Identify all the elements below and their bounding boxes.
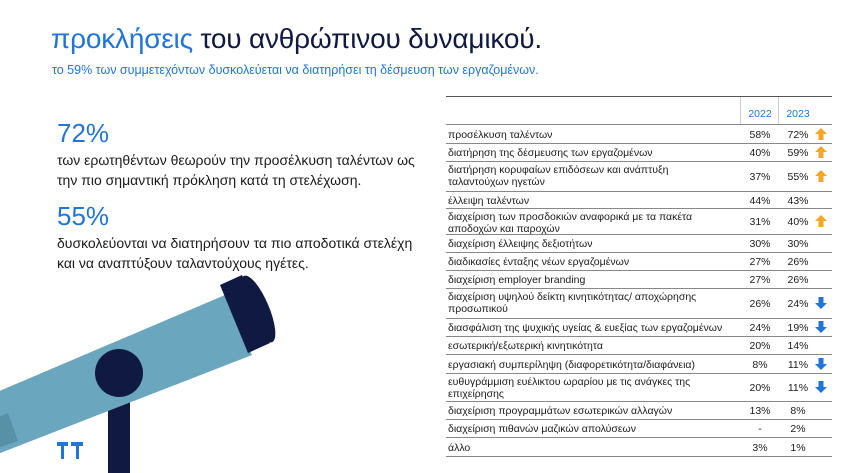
challenges-table — [446, 96, 832, 457]
value-2023: 11% — [787, 382, 809, 394]
value-2023: 19% — [787, 322, 809, 334]
value-2023: 26% — [787, 274, 809, 286]
stat-value-1: 72% — [57, 118, 110, 148]
value-2022: 27% — [749, 274, 771, 286]
telescope-illustration — [0, 195, 290, 473]
value-2023: 55% — [787, 171, 809, 183]
value-2023: 30% — [787, 238, 809, 250]
value-2022: 58% — [749, 129, 771, 141]
arrow-down-icon — [814, 380, 828, 394]
row-label: εργασιακή συμπερίληψη (διαφορετικότητα/διαφάνεια) — [448, 359, 695, 371]
row-label: άλλο — [448, 442, 471, 454]
value-2022: 13% — [749, 405, 771, 417]
table-row — [446, 318, 832, 336]
column-divider — [778, 97, 779, 125]
arrow-up-icon — [814, 214, 828, 228]
value-2023: 11% — [787, 359, 809, 371]
value-2023: 24% — [787, 298, 809, 310]
row-label: διαχείριση υψηλού δείκτη κινητικότητας/ αποχώρησης προσωπικού — [448, 291, 697, 315]
row-label: προσέλκυση ταλέντων — [448, 129, 553, 141]
stat-text-1: των ερωτηθέντων θεωρούν την προσέλκυση ταλέντων ως την πιο σημαντική πρόκληση κατά τη στελέχωση. — [57, 152, 415, 188]
value-2022: 24% — [749, 322, 771, 334]
value-2023: 26% — [787, 256, 809, 268]
table-row — [446, 336, 832, 354]
row-label: διαχείριση έλλειψης δεξιοτήτων — [448, 238, 593, 250]
table-row — [446, 270, 832, 288]
table-row — [446, 234, 832, 252]
row-label: έλλειψη ταλέντων — [448, 195, 530, 207]
row-label: διατήρηση της δέσμευσης των εργαζομένων — [448, 147, 653, 159]
value-2023: 59% — [787, 147, 809, 159]
page-subtitle: το 59% των συμμετεχόντων δυσκολεύεται να διατηρήσει τη δέσμευση των εργαζομένων. — [52, 63, 539, 77]
arrow-down-icon — [814, 296, 828, 310]
column-header-2023: 2023 — [786, 108, 810, 120]
value-2022: 30% — [749, 238, 771, 250]
value-2022: 26% — [749, 298, 771, 310]
stat-text-2: δυσκολεύονται να διατηρήσουν τα πιο αποδοτικά στελέχη και να αναπτύξουν ταλαντούχους ηγέτες. — [57, 235, 413, 271]
arrow-up-icon — [814, 145, 828, 159]
value-2022: 3% — [752, 442, 768, 454]
table-body — [446, 124, 832, 457]
table-row — [446, 373, 832, 401]
value-2023: 14% — [787, 340, 809, 352]
value-2023: 1% — [790, 442, 806, 454]
column-header-2022: 2022 — [748, 108, 772, 120]
arrow-up-icon — [814, 169, 828, 183]
row-label: εσωτερική/εξωτερική κινητικότητα — [448, 340, 603, 352]
table-row — [446, 191, 832, 208]
page-title — [51, 22, 542, 56]
brand-logo-icon — [56, 440, 84, 460]
arrow-down-icon — [814, 357, 828, 371]
value-2023: 8% — [790, 405, 806, 417]
table-row — [446, 437, 832, 457]
row-label: διαχείριση των προσδοκιών αναφορικά με τα πακέτα αποδοχών και παροχών — [448, 211, 693, 235]
table-row — [446, 252, 832, 270]
table-row — [446, 143, 832, 161]
row-label: διαχείριση πιθανών μαζικών απολύσεων — [448, 423, 636, 435]
value-2022: 31% — [749, 216, 771, 228]
value-2022: 27% — [749, 256, 771, 268]
row-label: διαχείριση employer branding — [448, 274, 586, 286]
table-row — [446, 124, 832, 143]
table-header — [446, 96, 832, 124]
value-2023: 43% — [787, 195, 809, 207]
arrow-down-icon — [814, 320, 828, 334]
value-2022: 20% — [749, 382, 771, 394]
page-title-accent: προκλήσεις — [51, 23, 193, 54]
table-row — [446, 419, 832, 437]
value-2023: 2% — [790, 423, 806, 435]
row-label: ευθυγράμμιση ευέλικτου ωραρίου με τις ανάγκες της επιχείρησης — [448, 376, 691, 400]
arrow-up-icon — [814, 127, 828, 141]
row-label: διαδικασίες ένταξης νέων εργαζομένων — [448, 256, 630, 268]
table-row — [446, 208, 832, 234]
row-label: διασφάλιση της ψυχικής υγείας & ευεξίας των εργαζομένων — [448, 322, 723, 334]
value-2022: 37% — [749, 171, 771, 183]
value-2022: 20% — [749, 340, 771, 352]
value-2022: 8% — [752, 359, 768, 371]
table-row — [446, 354, 832, 373]
row-label: διατήρηση κορυφαίων επιδόσεων και ανάπτυξη ταλαντούχων ηγετών — [448, 164, 669, 188]
row-label: διαχείριση προγραμμάτων εσωτερικών αλλαγών — [448, 405, 673, 417]
value-2023: 40% — [787, 216, 809, 228]
table-row — [446, 161, 832, 191]
column-divider — [740, 97, 741, 125]
value-2022: - — [758, 423, 762, 435]
page-title-rest: του ανθρώπινου δυναμικού. — [192, 23, 542, 54]
stat-value-2: 55% — [57, 201, 110, 231]
table-row — [446, 401, 832, 419]
value-2022: 40% — [749, 147, 771, 159]
table-row — [446, 288, 832, 318]
value-2023: 72% — [787, 129, 809, 141]
value-2022: 44% — [749, 195, 771, 207]
